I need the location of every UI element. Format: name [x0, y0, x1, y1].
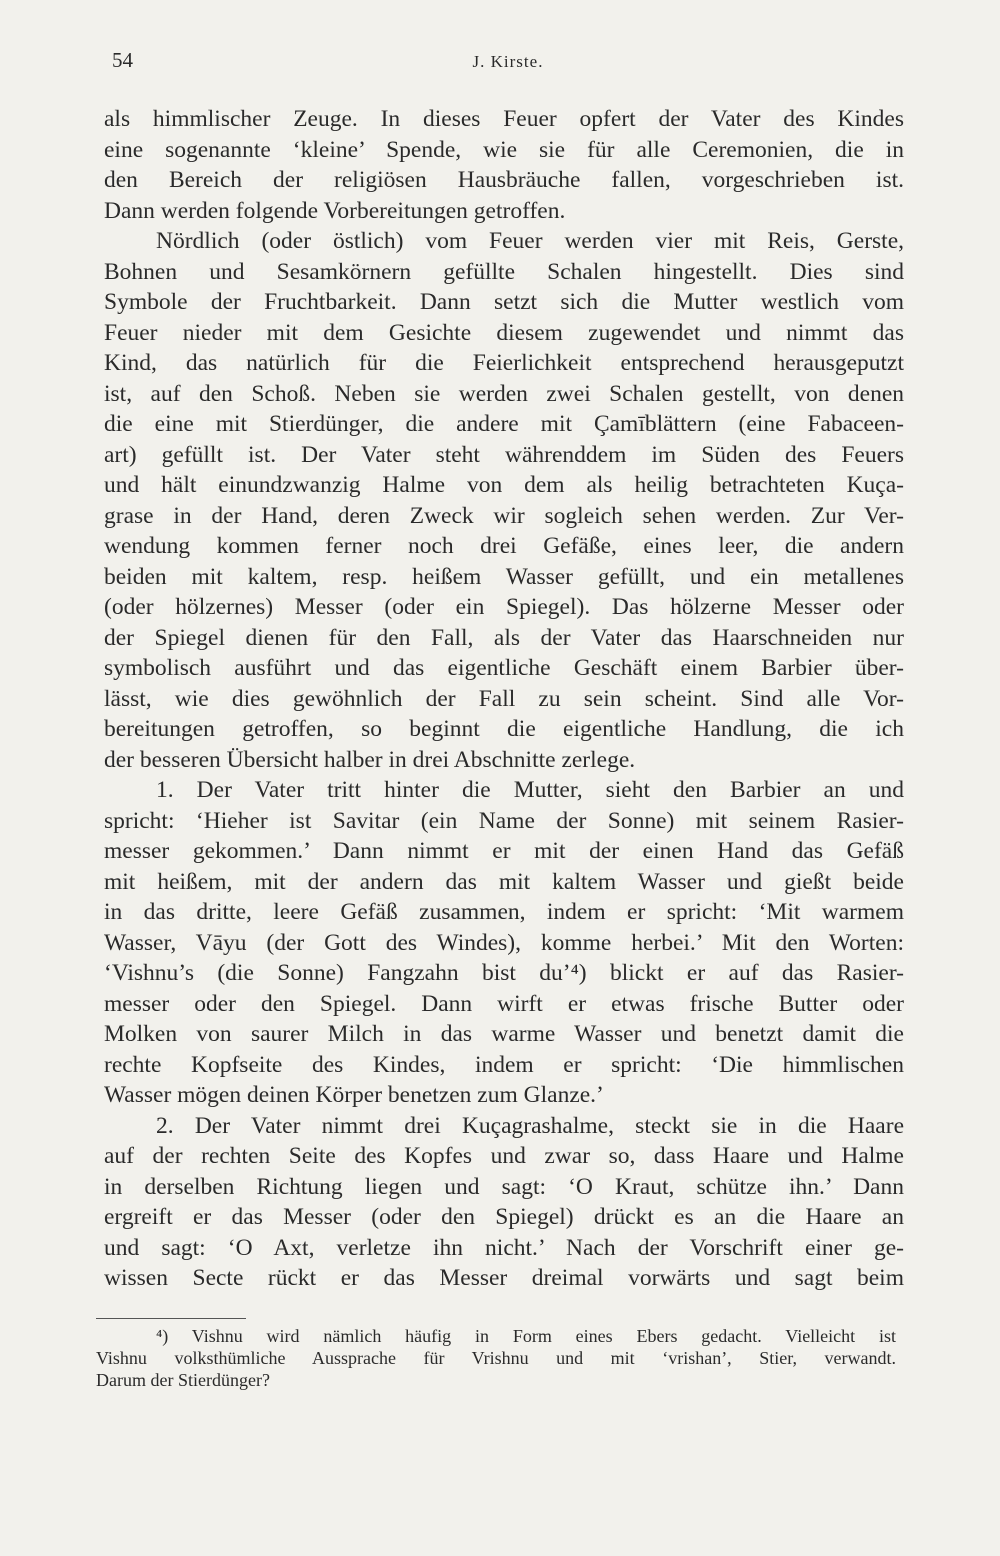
text-line: (oder hölzernes) Messer (oder ein Spiegel). Das hölzerne Messer oder: [104, 594, 904, 620]
text-line: 1. Der Vater tritt hinter die Mutter, sieht den Barbier an und: [156, 777, 904, 803]
footnote: [96, 1325, 896, 1391]
text-line: wendung kommen ferner noch drei Gefäße, eines leer, die andern: [104, 533, 904, 559]
text-line: Nördlich (oder östlich) vom Feuer werden vier mit Reis, Gerste,: [156, 228, 904, 254]
text-line: rechte Kopfseite des Kindes, indem er spricht: ‘Die himmlischen: [104, 1051, 904, 1078]
text-line: Dann werden folgende Vorbereitungen getroffen.: [104, 197, 566, 224]
text-line: Bohnen und Sesamkörnern gefüllte Schalen hingestellt. Dies sind: [104, 258, 904, 285]
text-line: messer oder den Spiegel. Dann wirft er etwas frische Butter oder: [104, 990, 904, 1017]
text-line: eine sogenannte ‘kleine’ Spende, wie sie für alle Ceremonien, die in: [104, 136, 904, 163]
text-line: bereitungen getroffen, so beginnt die eigentliche Handlung, die ich: [104, 716, 904, 742]
text-line: Feuer nieder mit dem Gesichte diesem zugewendet und nimmt das: [104, 319, 904, 346]
text-line: art) gefüllt ist. Der Vater steht währenddem im Süden des Feuers: [104, 441, 904, 468]
text-line: die eine mit Stierdünger, die andere mit Çamīblättern (eine Fabaceen-: [104, 411, 904, 437]
text-line: Symbole der Fruchtbarkeit. Dann setzt sich die Mutter westlich vom: [104, 289, 904, 315]
text-line: symbolisch ausführt und das eigentliche Geschäft einem Barbier über-: [104, 655, 904, 681]
running-head: [108, 48, 908, 78]
text-line: Molken von saurer Milch in das warme Wasser und benetzt damit die: [104, 1021, 904, 1047]
text-line: und hält einundzwanzig Halme von dem als heilig betrachteten Kuça-: [104, 472, 904, 498]
text-line: messer gekommen.’ Dann nimmt er mit der einen Hand das Gefäß: [104, 838, 904, 864]
text-line: ergreift er das Messer (oder den Spiegel) drückt es an die Haare an: [104, 1204, 904, 1230]
page-number: 54: [112, 48, 133, 72]
text-line: lässt, wie dies gewöhnlich der Fall zu sein scheint. Sind alle Vor-: [104, 685, 904, 712]
footnote-line: ⁴) Vishnu wird nämlich häufig in Form eines Ebers gedacht. Vielleicht ist: [156, 1326, 896, 1346]
text-line: Wasser mögen deinen Körper benetzen zum Glanze.’: [104, 1082, 604, 1108]
body-text: [104, 104, 904, 1294]
text-line: Wasser, Vāyu (der Gott des Windes), komme herbei.’ Mit den Worten:: [104, 929, 904, 956]
text-line: ‘Vishnu’s (die Sonne) Fangzahn bist du’⁴) blickt er auf das Rasier-: [104, 960, 904, 986]
running-title: J. Kirste.: [472, 52, 544, 71]
text-line: als himmlischer Zeuge. In dieses Feuer opfert der Vater des Kindes: [104, 106, 904, 132]
text-line: wissen Secte rückt er das Messer dreimal vorwärts und sagt beim: [104, 1265, 904, 1291]
text-line: ist, auf den Schoß. Neben sie werden zwei Schalen gestellt, von denen: [104, 380, 904, 407]
text-line: spricht: ‘Hieher ist Savitar (ein Name der Sonne) mit seinem Rasier-: [104, 807, 904, 834]
text-line: der Spiegel dienen für den Fall, als der Vater das Haarschneiden nur: [104, 624, 904, 651]
footnote-line: Darum der Stierdünger?: [96, 1370, 270, 1390]
text-line: den Bereich der religiösen Hausbräuche fallen, vorgeschrieben ist.: [104, 167, 904, 193]
text-line: der besseren Übersicht halber in drei Abschnitte zerlege.: [104, 746, 636, 773]
text-line: in das dritte, leere Gefäß zusammen, indem er spricht: ‘Mit warmem: [104, 899, 904, 925]
text-line: auf der rechten Seite des Kopfes und zwar so, dass Haare und Halme: [104, 1143, 904, 1169]
text-line: mit heißem, mit der andern das mit kaltem Wasser und gießt beide: [104, 868, 904, 895]
text-line: und sagt: ‘O Axt, verletze ihn nicht.’ Nach der Vorschrift einer ge-: [104, 1234, 904, 1261]
text-line: 2. Der Vater nimmt drei Kuçagrashalme, steckt sie in die Haare: [156, 1112, 904, 1139]
text-line: grase in der Hand, deren Zweck wir sogleich sehen werden. Zur Ver-: [104, 502, 904, 529]
footnote-rule: [96, 1318, 246, 1319]
text-line: in derselben Richtung liegen und sagt: ‘O Kraut, schütze ihn.’ Dann: [104, 1173, 904, 1200]
footnote-line: Vishnu volksthümliche Aussprache für Vrishnu und mit ‘vrishan’, Stier, verwandt.: [96, 1348, 896, 1368]
text-line: beiden mit kaltem, resp. heißem Wasser gefüllt, und ein metallenes: [104, 563, 904, 590]
text-line: Kind, das natürlich für die Feierlichkeit entsprechend herausgeputzt: [104, 350, 904, 376]
